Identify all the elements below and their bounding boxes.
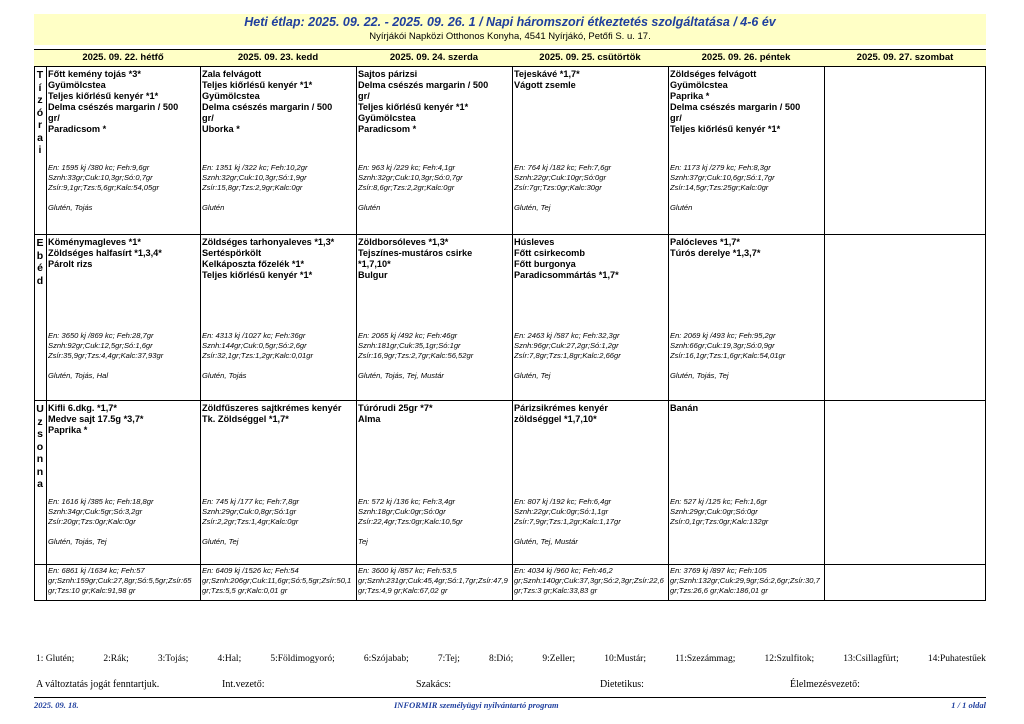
menu-cell [202,403,354,562]
allergen-list: Glutén, Tojás [202,371,247,380]
page-number: 1 / 1 oldal [951,700,986,710]
kitchen-address: Nyírjákói Napközi Otthonos Konyha, 4541 Nyírjákó, Petőfi S. u. 17. [369,31,651,42]
grid-column-line [200,66,201,601]
daily-total: En: 3600 kj /857 kc; Feh:53,5 gr;Sznh:231gr;Cuk:45,4gr;Só:1,7gr;Zsír:47,9 gr;Tzs:4,9 gr;Kalc:67,02 gr [358,566,508,595]
nutrition-info: En: 4313 kj /1027 kc; Feh:36gr Sznh:144gr;Cuk:0,5gr;Só:2,6gr Zsír:32,1gr;Tzs:1,2gr;Kalc:0,01gr [202,331,313,360]
meal-label-letter: é [37,262,43,274]
nutrition-info: En: 527 kj /125 kc; Feh:1,6gr Sznh:29gr;Cuk:0gr;Só:0gr Zsír:0,1gr;Tzs:0gr;Kalc:132gr [670,497,769,526]
grid-row-line [34,400,986,401]
meal-label [34,237,46,287]
print-date: 2025. 09. 18. [34,700,79,710]
allergen-list: Glutén [670,203,693,212]
dish-list: Sajtos párizsi Delma csészés margarin / 500 gr/ Teljes kiőrlésű kenyér *1* Gyümölcstea Paradicsom * [358,69,489,134]
allergen-list: Glutén, Tej [514,203,551,212]
meal-label-letter: o [36,440,44,453]
menu-cell [514,403,666,562]
meal-label-letter: a [37,131,43,144]
allergen-legend-item: 4:Hal; [217,654,242,664]
allergen-list: Glutén, Tojás, Tej, Mustár [358,371,444,380]
dish-list: Főtt kemény tojás *3* Gyümölcstea Teljes kiőrlésű kenyér *1* Delma csészés margarin / 500 gr/ Paradicsom * [48,69,179,134]
meal-label-letter: E [36,237,44,249]
allergen-list: Glutén, Tojás, Tej [48,537,107,546]
nutrition-info: En: 807 kj /192 kc; Feh:6,4gr Sznh:22gr;Cuk:0gr;Só:1,1gr Zsír:7,9gr;Tzs:1,2gr;Kalc:1,17gr [514,497,621,526]
allergen-legend-item: 2:Rák; [103,654,129,664]
menu-cell [514,69,666,232]
signature-label: Int.vezető: [222,679,265,690]
nutrition-info: En: 3650 kj /869 kc; Feh:28,7gr Sznh:92gr;Cuk:12,5gr;Só:1,6gr Zsír:35,9gr;Tzs:4,4gr;Kalc:37,93gr [48,331,164,360]
nutrition-info: En: 1351 kj /322 kc; Feh:10,2gr Sznh:32gr;Cuk:10,3gr;Só:1,9gr Zsír:15,8gr;Tzs:2,9gr;Kalc:0gr [202,163,308,192]
grid-column-line [356,66,357,601]
allergen-legend-item: 3:Tojás; [157,654,189,664]
allergen-legend-item: 13:Csillagfürt; [843,654,899,664]
allergen-list: Glutén, Tojás, Tej [670,371,729,380]
menu-grid [34,66,986,601]
meal-label-letter: z [37,415,43,428]
nutrition-info: En: 764 kj /182 kc; Feh:7,6gr Sznh:22gr;Cuk:10gr;Só:0gr Zsír:7gr;Tzs:0gr;Kalc:30gr [514,163,612,192]
allergen-legend-item: 14:Puhatestűek [927,654,986,664]
dish-list: Köménymagleves *1* Zöldséges halfasírt *1,3,4* Párolt rizs [48,237,162,269]
menu-cell [670,69,822,232]
allergen-legend-item: 5:Földimogyoró; [270,654,335,664]
grid-row-line [34,600,986,601]
allergen-list: Glutén [358,203,381,212]
menu-cell [202,69,354,232]
grid-row-line [34,564,986,565]
meal-label-letter: n [36,453,44,465]
meal-label-letter: T [36,69,44,81]
allergen-legend-item: 9:Zeller; [542,654,576,664]
menu-cell [514,237,666,398]
allergen-legend-item: 11:Szezámmag; [675,654,736,664]
meal-label-letter: i [38,144,42,156]
day-header: 2025. 09. 23. kedd [237,52,319,63]
nutrition-info: En: 963 kj /229 kc; Feh:4,1gr Sznh:32gr;Cuk:10,3gr;Só:0,7gr Zsír:8,6gr;Tzs:2,2gr;Kalc:0gr [358,163,463,192]
menu-title: Heti étlap: 2025. 09. 22. - 2025. 09. 26. 1 / Napi háromszori étkeztetés szolgáltatása / 4-6 év [244,15,776,29]
day-header: 2025. 09. 26. péntek [701,52,791,63]
dish-list: Párizsikrémes kenyér zöldséggel *1,7,10* [514,403,608,424]
meal-label [34,69,46,157]
allergen-list: Glutén, Tej [202,537,239,546]
allergen-legend-item: 8:Dió; [489,654,514,664]
allergen-list: Glutén, Tojás [48,203,93,212]
allergen-list: Glutén, Tej, Mustár [514,537,578,546]
dish-list: Zöldfűszeres sajtkrémes kenyér Tk. Zöldséggel *1,7* [202,403,342,424]
daily-total: En: 3769 kj /897 kc; Feh:105 gr;Sznh:132gr;Cuk:29,9gr;Só:2,6gr;Zsír:30,7 gr;Tzs:26,6 gr;Kalc:186,01 gr [670,566,820,595]
menu-cell [48,69,198,232]
nutrition-info: En: 572 kj /136 kc; Feh:3,4gr Sznh:18gr;Cuk:0gr;Só:0gr Zsír:22,4gr;Tzs:0gr;Kalc:10,5gr [358,497,463,526]
meal-label-letter: s [37,428,43,440]
menu-cell [358,403,510,562]
nutrition-info: En: 2069 kj /493 kc; Feh:95,2gr Sznh:66gr;Cuk:19,3gr;Só:0,9gr Zsír:16,1gr;Tzs:1,6gr;Kalc:54,01gr [670,331,786,360]
day-header: 2025. 09. 22. hétfő [82,52,164,63]
meal-label-letter: U [36,403,44,415]
meal-label-letter: í [38,81,42,94]
dish-list: Tejeskávé *1,7* Vágott zsemle [514,69,580,90]
page-footer [34,697,986,710]
day-header: 2025. 09. 27. szombat [856,52,954,63]
signature-label: A változtatás jogát fenntartjuk. [36,679,160,690]
dish-list: Zöldséges felvágott Gyümölcstea Paprika * Delma csészés margarin / 500 gr/ Teljes kiőrlésű kenyér *1* [670,69,801,134]
menu-cell [670,403,822,562]
allergen-list: Tej [358,537,368,546]
allergen-legend [36,654,986,664]
grid-column-line [668,66,669,601]
nutrition-info: En: 1616 kj /385 kc; Feh:18,8gr Sznh:34gr;Cuk:5gr;Só:3,2gr Zsír:20gr;Tzs:0gr;Kalc:0gr [48,497,154,526]
grid-column-line [985,66,986,601]
menu-cell [358,69,510,232]
grid-column-line [512,66,513,601]
dish-list: Kifli 6.dkg. *1,7* Medve sajt 17.5g *3,7* Paprika * [48,403,144,435]
menu-cell [48,237,198,398]
dish-list: Túrórudi 25gr *7* Alma [358,403,433,424]
allergen-legend-item: 6:Szójabab; [363,654,409,664]
grid-row-line [34,234,986,235]
dish-list: Húsleves Főtt csirkecomb Főtt burgonya Paradicsommártás *1,7* [514,237,619,280]
meal-label-letter: r [37,119,43,131]
allergen-list: Glutén, Tej [514,371,551,380]
signature-label: Élelmezésvezető: [790,679,860,690]
allergen-list: Glutén, Tojás, Hal [48,371,109,380]
allergen-legend-item: 10:Mustár; [604,654,646,664]
program-name: INFORMIR személyügyi nyilvántartó program [394,700,559,710]
grid-column-line [46,66,47,601]
menu-cell [48,403,198,562]
dish-list: Banán [670,403,699,413]
signature-label: Szakács: [416,679,451,690]
nutrition-info: En: 1595 kj /380 kc; Feh:9,6gr Sznh:33gr;Cuk:10,3gr;Só:0,7gr Zsír:9,1gr;Tzs:5,6gr;Kalc:54,05gr [48,163,159,192]
meal-label-letter: n [36,465,44,478]
meal-label-letter: d [36,274,44,287]
signature-label: Dietetikus: [600,679,644,690]
allergen-legend-item: 7:Tej; [437,654,460,664]
nutrition-info: En: 1173 kj /279 kc; Feh:8,3gr Sznh:37gr;Cuk:10,6gr;Só:1,7gr Zsír:14,5gr;Tzs:25gr;Kalc:0gr [670,163,775,192]
meal-label-letter: ó [36,106,44,119]
day-header-row [34,49,986,67]
dish-list: Palócleves *1,7* Túrós derelye *1,3,7* [670,237,761,258]
dish-list: Zöldséges tarhonyaleves *1,3* Sertéspörkölt Kelkáposzta főzelék *1* Teljes kiőrlésű kenyér *1* [202,237,335,280]
nutrition-info: En: 2065 kj /492 kc; Feh:46gr Sznh:181gr;Cuk:35,1gr;Só:1gr Zsír:16,9gr;Tzs:2,7gr;Kalc:56,52gr [358,331,474,360]
allergen-legend-item: 12:Szulfitok; [764,654,815,664]
allergen-legend-item: 1: Glutén; [36,654,75,664]
menu-cell [670,237,822,398]
meal-label-letter: z [37,94,43,106]
menu-header [34,14,986,45]
day-header: 2025. 09. 25. csütörtök [539,52,641,63]
dish-list: Zöldborsóleves *1,3* Tejszínes-mustáros csirke *1,7,10* Bulgur [358,237,473,280]
meal-label [34,403,46,491]
meal-label-letter: a [37,478,43,490]
dish-list: Zala felvágott Teljes kiőrlésű kenyér *1* Gyümölcstea Delma csészés margarin / 500 gr/ Uborka * [202,69,333,134]
allergen-list: Glutén [202,203,225,212]
meal-label-letter: b [36,249,44,262]
daily-total: En: 4034 kj /960 kc; Feh:46,2 gr;Sznh:140gr;Cuk:37,3gr;Só:2,3gr;Zsír:22,6 gr;Tzs:3 gr;Kalc:33,83 gr [514,566,664,595]
daily-total: En: 6409 kj /1526 kc; Feh:54 gr;Sznh:206gr;Cuk:11,6gr;Só:5,5gr;Zsír:50,1 gr;Tzs:5,5 gr;Kalc:0,01 gr [202,566,352,595]
nutrition-info: En: 745 kj /177 kc; Feh:7,8gr Sznh:29gr;Cuk:0,8gr;Só:1gr Zsír:2,2gr;Tzs:1,4gr;Kalc:0gr [202,497,300,526]
nutrition-info: En: 2463 kj /587 kc; Feh:32,3gr Sznh:96gr;Cuk:27,2gr;Só:1,2gr Zsír:7,8gr;Tzs:1,8gr;Kalc:2,66gr [514,331,621,360]
grid-column-line [824,66,825,601]
menu-cell [358,237,510,398]
daily-total: En: 6861 kj /1634 kc; Feh:57 gr;Sznh:159gr;Cuk:27,8gr;Só:5,5gr;Zsír:65 gr;Tzs:10 gr;Kalc:91,98 gr [48,566,192,595]
day-header: 2025. 09. 24. szerda [389,52,479,63]
menu-cell [202,237,354,398]
grid-row-line [34,66,986,67]
